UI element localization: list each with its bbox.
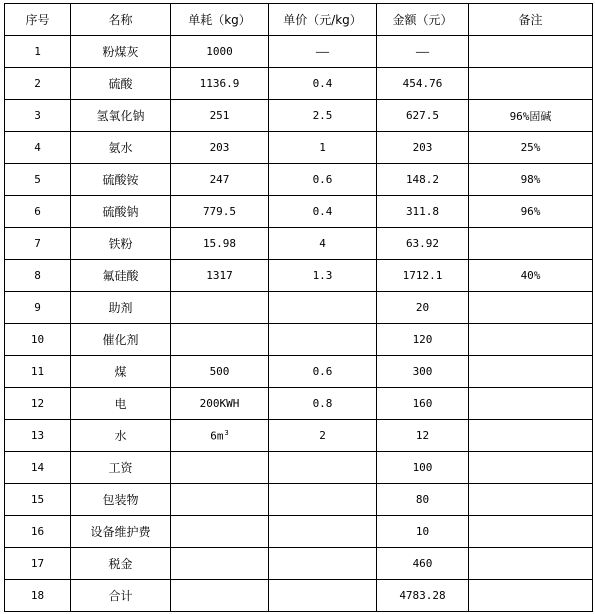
cell-no: 7 xyxy=(5,228,71,260)
cell-note: 96%固碱 xyxy=(469,100,593,132)
cell-usage xyxy=(171,548,269,580)
cell-usage: 1136.9 xyxy=(171,68,269,100)
cell-no: 5 xyxy=(5,164,71,196)
cell-amount: 100 xyxy=(377,452,469,484)
cell-no: 18 xyxy=(5,580,71,612)
cell-price: 1 xyxy=(269,132,377,164)
cell-name: 硫酸 xyxy=(71,68,171,100)
cell-note xyxy=(469,36,593,68)
cell-usage: 1000 xyxy=(171,36,269,68)
table-row xyxy=(5,548,593,580)
cell-amount: 460 xyxy=(377,548,469,580)
cell-price: 2.5 xyxy=(269,100,377,132)
cell-amount: 160 xyxy=(377,388,469,420)
cell-usage: 500 xyxy=(171,356,269,388)
cell-no: 9 xyxy=(5,292,71,324)
cell-no: 13 xyxy=(5,420,71,452)
table-row xyxy=(5,452,593,484)
table-row xyxy=(5,324,593,356)
cell-price xyxy=(269,484,377,516)
cell-note xyxy=(469,68,593,100)
cell-price: —— xyxy=(269,36,377,68)
usage-superscript: 3 xyxy=(224,428,229,437)
cell-usage: 15.98 xyxy=(171,228,269,260)
cell-amount: 300 xyxy=(377,356,469,388)
table-row xyxy=(5,132,593,164)
cell-usage: 247 xyxy=(171,164,269,196)
cell-name: 助剂 xyxy=(71,292,171,324)
cell-usage: 1317 xyxy=(171,260,269,292)
cell-no: 11 xyxy=(5,356,71,388)
table-row xyxy=(5,356,593,388)
cell-price: 2 xyxy=(269,420,377,452)
header-usage: 单耗（kg） xyxy=(171,4,269,36)
cell-name: 煤 xyxy=(71,356,171,388)
header-note: 备注 xyxy=(469,4,593,36)
cell-usage xyxy=(171,292,269,324)
cell-name: 催化剂 xyxy=(71,324,171,356)
table-header-row xyxy=(5,4,593,36)
cell-usage: 200KWH xyxy=(171,388,269,420)
cell-name: 设备维护费 xyxy=(71,516,171,548)
table-row xyxy=(5,228,593,260)
cell-note xyxy=(469,324,593,356)
table-row xyxy=(5,196,593,228)
cell-note: 25% xyxy=(469,132,593,164)
cell-no: 14 xyxy=(5,452,71,484)
cell-price xyxy=(269,548,377,580)
cell-note xyxy=(469,452,593,484)
cell-amount: 10 xyxy=(377,516,469,548)
cell-name: 电 xyxy=(71,388,171,420)
cell-name: 氢氧化钠 xyxy=(71,100,171,132)
cell-usage xyxy=(171,580,269,612)
cell-name: 工资 xyxy=(71,452,171,484)
table-row xyxy=(5,484,593,516)
cell-no: 16 xyxy=(5,516,71,548)
cell-price xyxy=(269,452,377,484)
cell-price xyxy=(269,580,377,612)
cell-note: 96% xyxy=(469,196,593,228)
cell-no: 6 xyxy=(5,196,71,228)
table-row xyxy=(5,516,593,548)
cell-amount: 1712.1 xyxy=(377,260,469,292)
cell-note xyxy=(469,292,593,324)
cell-name: 硫酸钠 xyxy=(71,196,171,228)
table-row xyxy=(5,292,593,324)
table-row xyxy=(5,388,593,420)
cell-amount: 20 xyxy=(377,292,469,324)
cell-no: 1 xyxy=(5,36,71,68)
header-price: 单价（元/kg） xyxy=(269,4,377,36)
cell-amount: —— xyxy=(377,36,469,68)
cost-table xyxy=(4,3,593,612)
cell-no: 12 xyxy=(5,388,71,420)
cell-name: 氟硅酸 xyxy=(71,260,171,292)
cell-note xyxy=(469,580,593,612)
table-row xyxy=(5,420,593,452)
cell-note xyxy=(469,228,593,260)
cell-note xyxy=(469,548,593,580)
table-row xyxy=(5,164,593,196)
cell-no: 2 xyxy=(5,68,71,100)
table-row xyxy=(5,68,593,100)
cell-usage xyxy=(171,484,269,516)
table-row-total xyxy=(5,580,593,612)
cell-note: 40% xyxy=(469,260,593,292)
cell-usage: 203 xyxy=(171,132,269,164)
cell-price: 0.6 xyxy=(269,356,377,388)
cell-amount: 12 xyxy=(377,420,469,452)
table-row xyxy=(5,260,593,292)
cell-price: 0.6 xyxy=(269,164,377,196)
cell-amount: 80 xyxy=(377,484,469,516)
cell-amount: 454.76 xyxy=(377,68,469,100)
cell-price xyxy=(269,292,377,324)
cell-name: 税金 xyxy=(71,548,171,580)
cell-price: 0.8 xyxy=(269,388,377,420)
cell-price: 1.3 xyxy=(269,260,377,292)
cell-price xyxy=(269,516,377,548)
cell-note xyxy=(469,484,593,516)
cell-note xyxy=(469,388,593,420)
cell-note xyxy=(469,420,593,452)
cell-usage xyxy=(171,420,269,452)
cell-name: 硫酸铵 xyxy=(71,164,171,196)
cell-amount: 627.5 xyxy=(377,100,469,132)
cell-amount: 148.2 xyxy=(377,164,469,196)
cell-name: 氨水 xyxy=(71,132,171,164)
cell-name: 铁粉 xyxy=(71,228,171,260)
cell-no: 10 xyxy=(5,324,71,356)
cell-name: 粉煤灰 xyxy=(71,36,171,68)
cell-note xyxy=(469,356,593,388)
cell-amount: 63.92 xyxy=(377,228,469,260)
cell-no: 3 xyxy=(5,100,71,132)
cell-usage: 779.5 xyxy=(171,196,269,228)
header-name: 名称 xyxy=(71,4,171,36)
cell-no: 4 xyxy=(5,132,71,164)
cell-note xyxy=(469,516,593,548)
cell-price xyxy=(269,324,377,356)
cell-name: 合计 xyxy=(71,580,171,612)
cell-usage xyxy=(171,452,269,484)
cell-usage xyxy=(171,324,269,356)
table-row xyxy=(5,36,593,68)
table-row xyxy=(5,100,593,132)
usage-value: 6m xyxy=(210,429,224,443)
cell-name: 水 xyxy=(71,420,171,452)
cell-no: 15 xyxy=(5,484,71,516)
cell-usage: 251 xyxy=(171,100,269,132)
cell-price: 0.4 xyxy=(269,68,377,100)
cell-amount: 203 xyxy=(377,132,469,164)
cell-amount: 311.8 xyxy=(377,196,469,228)
header-amount: 金额（元） xyxy=(377,4,469,36)
cell-no: 17 xyxy=(5,548,71,580)
cell-usage xyxy=(171,516,269,548)
cell-note: 98% xyxy=(469,164,593,196)
cell-amount: 120 xyxy=(377,324,469,356)
cell-name: 包装物 xyxy=(71,484,171,516)
cell-amount: 4783.28 xyxy=(377,580,469,612)
cell-price: 0.4 xyxy=(269,196,377,228)
cell-price: 4 xyxy=(269,228,377,260)
header-no: 序号 xyxy=(5,4,71,36)
cell-no: 8 xyxy=(5,260,71,292)
